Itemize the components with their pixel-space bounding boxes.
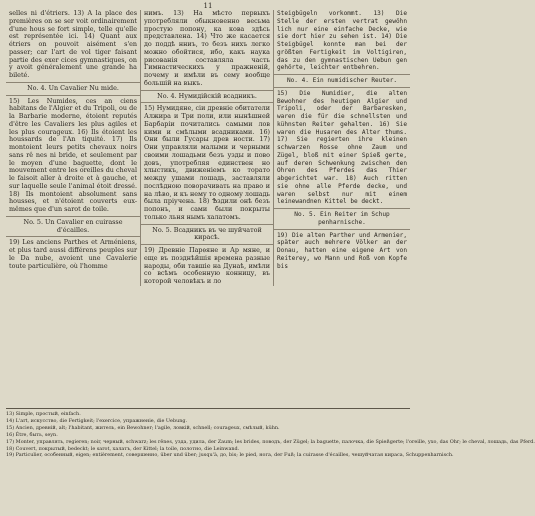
russian-column [141, 10, 274, 286]
section-divider [6, 216, 140, 217]
section-divider [274, 87, 410, 88]
german-section-5-text: 19) Die alten Parther und Armenier, später auch mehrere Völker an der Donau, hatten eine eigene Art von Reiterey, wo Mann und Roß vom Kopfe bis [277, 231, 407, 270]
footnote: 15) Ancien, древній, alt; l'habitant, житель, ein Bewohner; l'agile, ловкій, schnell; courageux, смѣлый, kühn. [6, 424, 280, 431]
russian-section-4-text: 15) Нумидяне, сіи древніе обитатели Алжира и Три поли, или нынѣшней Барбаріи почитались самыми лов кими и смѣлыми всадниками. 16) Они были Гусары древ ности. 17) Они управляли малыми и черными своими лошадьми безъ узды и пово довъ, употребляя единствен но хлыстикъ, движеніемъ ко торато между ушами лошадь, заставляли послѣдною поворачивать на право и на лѣво, и къ нему то одному лошадь была пріучена. 18) Ѣздили онѣ безъ попонъ, и сами были покрыты только льня нымъ халатомъ. [144, 104, 270, 221]
section-divider [6, 82, 140, 83]
french-section-4-text: 15) Les Numides, ces an ciens habitans de l'Algier et du Tripoli, ou de la Barbarie moderne, étoient reputés d'être les Cavaliers les plus agiles et les plus courageux. 16) Ils étoient les houssards de l'An tiquité. 17) Ils montoient leurs petits chevaux noirs sans rê nes ni bride, et seulement par le moyen d'une baguette, dont le mouvement entre les oreilles du cheval le faisoit aller à droite et à gauche, et sur laquelle seule l'animal étoit dressé. 18) Ils montoient absolument sans housses, et n'étoient couverts eux-mêmes que d'un sarot de toile. [9, 96, 137, 213]
french-heading-5: No. 5. Un Cavalier en cuirasse d'écailles. [23, 217, 123, 234]
french-heading-4: No. 4. Un Cavalier Nu mide. [27, 83, 119, 92]
section-divider [6, 95, 140, 96]
german-section-4-text: 15) Die Numidier, die alten Bewohner des heutigen Algier und Tripoli, oder der Barbaresken, waren die für die schnellsten und kühnsten Reiter gehalten. 16) Sie waren die Husaren des Alter thums. 17) Sie regierten ihre kleinen schwarzen Rosse ohne Zaum und Zügel, bloß mit einer Spieß gerte, auf deren Schwenkung zwischen den Ohren des Pferdes das Thier abgerichtet war. 18) Auch ritten sie ohne alle Pferde decke, und waren selbst nur mit einem leinewandnen Kittel be deckt. [277, 89, 407, 206]
french-column [6, 10, 141, 286]
footnote: 18) Couvert, покрытый, bedeckt; le sarot, халатъ, der Kittel; la toile, полотно, die Leinwand. [6, 445, 240, 452]
section-divider [274, 229, 410, 230]
page-number: 11 [203, 2, 213, 10]
footnote: 16) Être, быть, seyn. [6, 431, 58, 438]
german-intro: Steigbügeln vorkommt. 13) Die Stelle der ersten vertrat gewöhn lich nur eine einfache Decke, wie sie dort hier zu sehen ist. 14) Die Steigbügel konnte man bei der größten Fertigkeit im Voltigiren, das zu den gymnastischen Uebun gen gehörte, leichter entbehren. [277, 10, 407, 72]
russian-heading-5: No. 5. Всадникъ въ че шуйчатой кирасѣ. [152, 225, 262, 242]
footnote: 17) Monter, управлять, regieren; noir, черный, schwarz; les rênes, узда, удила, der Zaum; les brides, поводъ, der Zügel; la baguette, палочка, die Spießgerte; l'oreille, ухо, das Ohr; le cheval, лошадь, das Pferd. [6, 438, 535, 445]
section-divider [141, 102, 273, 103]
russian-intro: нимъ. 13) На мѣсто первыхъ употребляли обыкновенно весьма простую попону, ка кова здѣсь представлена. 14) Что же касается до поддѣ нниъ, то безъ нихъ легко можно обойтися, ибо, какъ наука рисованія составляла часть Гимнастическихъ у пражненій, почему и имѣли въ сему вообще большій на выкъ. [144, 9, 270, 87]
section-divider [141, 90, 273, 91]
german-heading-5: No. 5. Ein Reiter im Schup penharnische. [294, 211, 390, 226]
russian-heading-4: No. 4. Нумидійскій всадникъ. [157, 91, 257, 100]
german-column [274, 10, 410, 286]
footnote: 13) Simple, простый, einfach. [6, 411, 81, 417]
russian-section-5-text: 19) Древніе Парѳяне и Ар мяне, и еще въ позднѣйшія времена разные народы, оби тавшіе на Дунаѣ, имѣли со всѣмъ особенную конницу, въ которой человѣкъ и ло [144, 246, 270, 285]
footnotes [6, 408, 535, 459]
french-intro: selles ni d'étriers. 13) A la place des premières on se ser voit ordinairement d'une hous se fort simple, telle qu'elle est représentée ici. 14) Quant aux étriers on pouvoit aisément s'en passer; car l'art de vol tiger faisant partie des exer cices gymnastiques, on y avoit généralement une grande ha bileté. [9, 9, 137, 79]
section-divider [274, 74, 410, 75]
german-heading-4: No. 4. Ein numidischer Reuter. [286, 77, 398, 84]
footnote: 14) L'art, искусство, die Fertigkeit; l'exercice, упражненіе, die Uebung. [6, 417, 188, 424]
section-divider [6, 236, 140, 237]
french-section-5-text: 19) Les anciens Parthes et Arméniens, et plus tard aussi différens peuples sur le Da nube, avoient une Cavalerie toute particulière, où l'homme [9, 238, 137, 270]
footnote: 19) Particulier, особенный, eigen; entièrement, совершенно, über und über; jusqu'à, до, bis; le pied, нога, der Fuß; la cuirasse d'écailles, чешуйчатая кираса, Schuppenharnisch. [6, 452, 454, 459]
text-columns [6, 10, 410, 286]
section-divider [141, 244, 273, 245]
section-divider [274, 208, 410, 209]
section-divider [141, 224, 273, 225]
